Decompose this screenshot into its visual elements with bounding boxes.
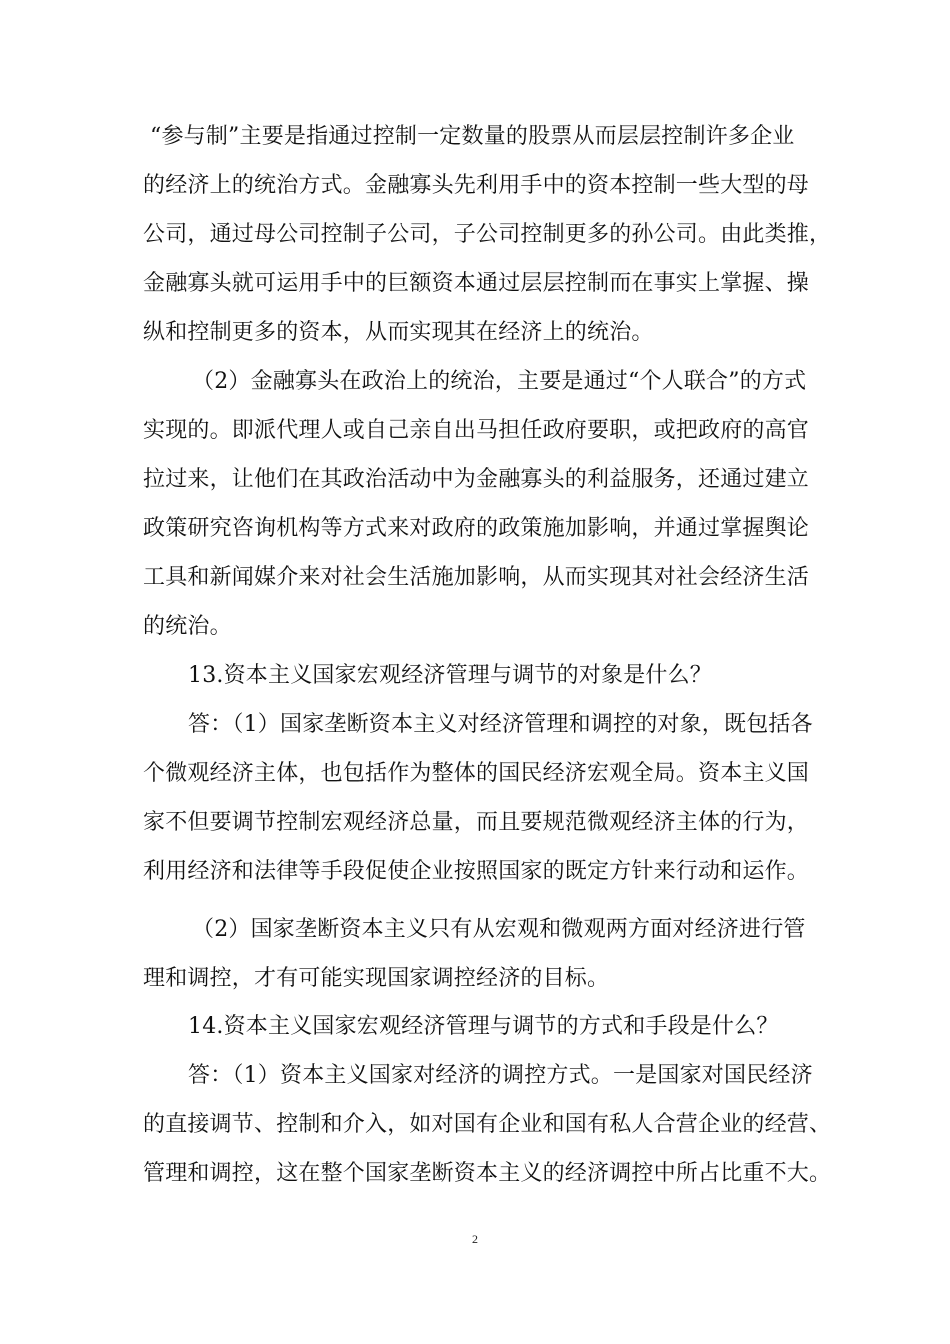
text-line: 金融寡头就可运用手中的巨额资本通过层层控制而在事实上掌握、操	[143, 271, 810, 296]
question-heading: 13.资本主义国家宏观经济管理与调节的对象是什么？	[188, 663, 712, 688]
text-line: 公司，通过母公司控制子公司，子公司控制更多的孙公司。由此类推，	[143, 222, 832, 247]
text-line: 理和调控，才有可能实现国家调控经济的目标。	[143, 966, 610, 991]
page-number: 2	[472, 1232, 478, 1246]
text-line: 实现的。即派代理人或自己亲自出马担任政府要职，或把政府的高官	[143, 418, 810, 443]
text-line: （2）国家垄断资本主义只有从宏观和微观两方面对经济进行管	[192, 917, 806, 942]
text-line: 政策研究咨询机构等方式来对政府的政策施加影响，并通过掌握舆论	[143, 516, 810, 541]
text-line: 利用经济和法律等手段促使企业按照国家的既定方针来行动和运作。	[143, 859, 810, 884]
text-line: 管理和调控，这在整个国家垄断资本主义的经济调控中所占比重不大。	[143, 1161, 832, 1186]
text-line: 的经济上的统治方式。金融寡头先利用手中的资本控制一些大型的母	[143, 173, 810, 198]
text-line: （2）金融寡头在政治上的统治，主要是通过“个人联合”的方式	[192, 369, 807, 394]
text-line: 答：（1）国家垄断资本主义对经济管理和调控的对象，既包括各	[188, 712, 813, 737]
question-heading: 14.资本主义国家宏观经济管理与调节的方式和手段是什么？	[188, 1014, 779, 1039]
text-line: 拉过来，让他们在其政治活动中为金融寡头的利益服务，还通过建立	[143, 467, 810, 492]
text-line: “参与制”主要是指通过控制一定数量的股票从而层层控制许多企业	[150, 124, 795, 149]
text-line: 家不但要调节控制宏观经济总量，而且要规范微观经济主体的行为，	[143, 810, 810, 835]
text-line: 的直接调节、控制和介入，如对国有企业和国有私人合营企业的经营、	[143, 1112, 832, 1137]
text-line: 纵和控制更多的资本，从而实现其在经济上的统治。	[143, 320, 654, 345]
text-line: 个微观经济主体，也包括作为整体的国民经济宏观全局。资本主义国	[143, 761, 810, 786]
text-line: 的统治。	[143, 614, 232, 639]
text-line: 答：（1）资本主义国家对经济的调控方式。一是国家对国民经济	[188, 1063, 813, 1088]
text-line: 工具和新闻媒介来对社会生活施加影响，从而实现其对社会经济生活	[143, 565, 810, 590]
